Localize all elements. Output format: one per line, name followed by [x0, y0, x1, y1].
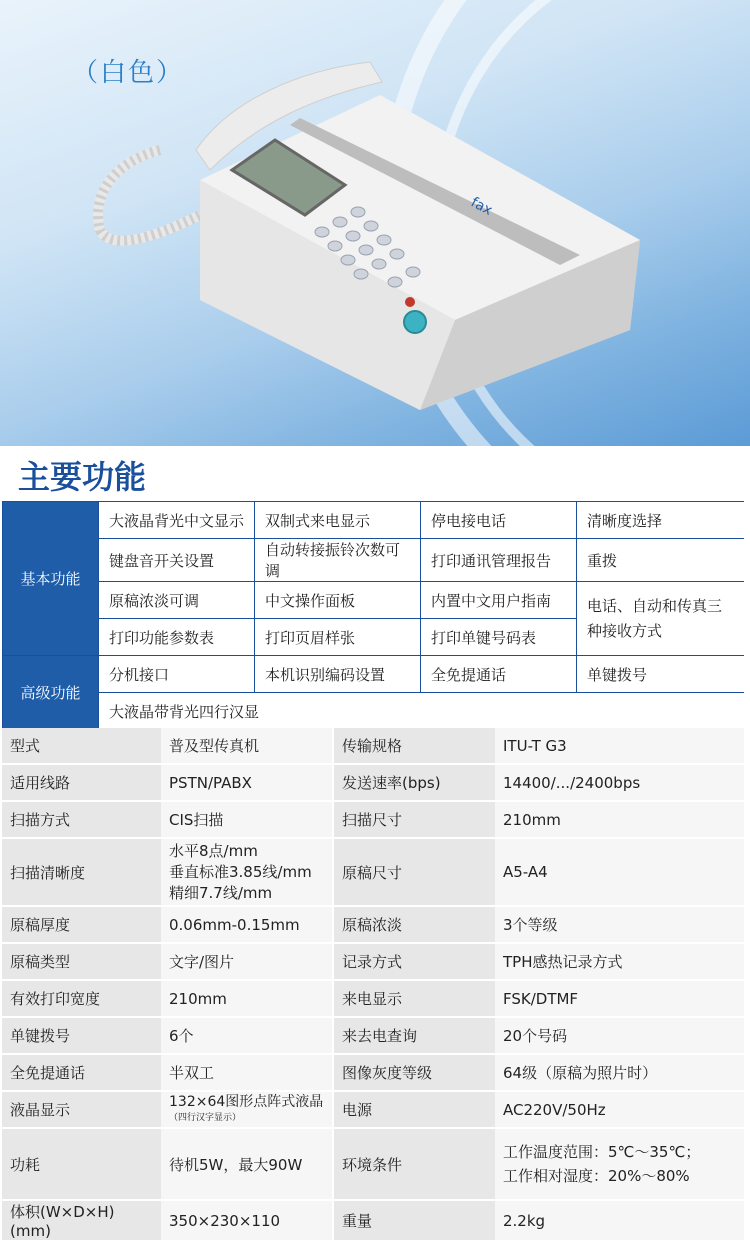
- spec-value-line: 工作相对湿度：20%～80%: [503, 1167, 690, 1185]
- spec-key: 电源: [334, 1092, 495, 1129]
- spec-table: [2, 728, 744, 1242]
- section-title: 主要功能: [18, 458, 147, 496]
- spec-value: 3个等级: [495, 907, 744, 944]
- spec-value: PSTN/PABX: [161, 765, 334, 802]
- function-cell: 内置中文用户指南: [421, 582, 577, 619]
- spec-row: [2, 981, 744, 1018]
- function-cell: 单键拨号: [577, 656, 745, 693]
- spec-key: 原稿厚度: [2, 907, 161, 944]
- spec-value: FSK/DTMF: [495, 981, 744, 1018]
- fax-machine-image: [0, 0, 750, 446]
- spec-value: TPH感热记录方式: [495, 944, 744, 981]
- spec-value: 0.06mm-0.15mm: [161, 907, 334, 944]
- spec-value: CIS扫描: [161, 802, 334, 839]
- spec-value-line: 精细7.7线/mm: [169, 883, 273, 902]
- spec-value: 210mm: [161, 981, 334, 1018]
- spec-value: 文字/图片: [161, 944, 334, 981]
- spec-value: [495, 1129, 744, 1201]
- spec-value: 待机5W，最大90W: [161, 1129, 334, 1201]
- product-hero: [0, 0, 750, 446]
- spec-value: A5-A4: [495, 839, 744, 907]
- spec-row: [2, 839, 744, 907]
- spec-value: [161, 839, 334, 907]
- function-cell: 分机接口: [99, 656, 255, 693]
- spec-value-line: 垂直标准3.85线/mm: [169, 862, 312, 881]
- function-cell: 双制式来电显示: [255, 502, 421, 539]
- spec-row: [2, 765, 744, 802]
- function-cell: 打印单键号码表: [421, 619, 577, 656]
- function-cell: 大液晶带背光四行汉显: [99, 693, 745, 731]
- spec-value: AC220V/50Hz: [495, 1092, 744, 1129]
- function-cell: 本机识别编码设置: [255, 656, 421, 693]
- spec-key: 全免提通话: [2, 1055, 161, 1092]
- spec-key: 记录方式: [334, 944, 495, 981]
- function-cell: 清晰度选择: [577, 502, 745, 539]
- spec-key: 来去电查询: [334, 1018, 495, 1055]
- spec-key: 图像灰度等级: [334, 1055, 495, 1092]
- color-label: （白色）: [72, 58, 185, 88]
- spec-key: 适用线路: [2, 765, 161, 802]
- spec-key: 有效打印宽度: [2, 981, 161, 1018]
- function-cell: 原稿浓淡可调: [99, 582, 255, 619]
- spec-value: 64级（原稿为照片时）: [495, 1055, 744, 1092]
- spec-row: [2, 1092, 744, 1129]
- spec-key: 扫描尺寸: [334, 802, 495, 839]
- spec-value: 210mm: [495, 802, 744, 839]
- function-table: [2, 501, 744, 731]
- spec-value-line: 工作温度范围：5℃～35℃；: [503, 1143, 701, 1161]
- spec-key: 传输规格: [334, 728, 495, 765]
- spec-value: 6个: [161, 1018, 334, 1055]
- spec-key: 发送速率(bps): [334, 765, 495, 802]
- spec-key: 扫描方式: [2, 802, 161, 839]
- function-cell: 键盘音开关设置: [99, 539, 255, 582]
- spec-key: 扫描清晰度: [2, 839, 161, 907]
- spec-row: [2, 728, 744, 765]
- spec-value: 普及型传真机: [161, 728, 334, 765]
- function-cell: 中文操作面板: [255, 582, 421, 619]
- spec-value: 20个号码: [495, 1018, 744, 1055]
- function-cell: 电话、自动和传真三种接收方式: [577, 582, 745, 656]
- spec-key: 环境条件: [334, 1129, 495, 1201]
- spec-value: [161, 1092, 334, 1129]
- spec-key: 功耗: [2, 1129, 161, 1201]
- category-advanced: 高级功能: [3, 656, 99, 731]
- spec-key: 体积(W×D×H)(mm): [2, 1201, 161, 1242]
- spec-row: [2, 944, 744, 981]
- spec-value-line: 132×64图形点阵式液晶: [169, 1093, 324, 1110]
- spec-row: [2, 1055, 744, 1092]
- spec-row: [2, 907, 744, 944]
- spec-row: [2, 802, 744, 839]
- spec-value: ITU-T G3: [495, 728, 744, 765]
- spec-key: 单键拨号: [2, 1018, 161, 1055]
- spec-value: 2.2kg: [495, 1201, 744, 1242]
- spec-row: [2, 1018, 744, 1055]
- spec-key: 液晶显示: [2, 1092, 161, 1129]
- function-cell: 打印功能参数表: [99, 619, 255, 656]
- spec-value: 14400/.../2400bps: [495, 765, 744, 802]
- spec-key: 原稿类型: [2, 944, 161, 981]
- function-cell: 自动转接振铃次数可调: [255, 539, 421, 582]
- category-basic: 基本功能: [3, 502, 99, 656]
- spec-key: 重量: [334, 1201, 495, 1242]
- spec-row: [2, 1129, 744, 1201]
- function-cell: 打印页眉样张: [255, 619, 421, 656]
- function-cell: 大液晶背光中文显示: [99, 502, 255, 539]
- function-cell: 打印通讯管理报告: [421, 539, 577, 582]
- spec-value-line: 水平8点/mm: [169, 841, 258, 860]
- spec-row: [2, 1201, 744, 1242]
- spec-value: 350×230×110: [161, 1201, 334, 1242]
- spec-key: 型式: [2, 728, 161, 765]
- function-cell: 停电接电话: [421, 502, 577, 539]
- spec-key: 来电显示: [334, 981, 495, 1018]
- function-cell: 全免提通话: [421, 656, 577, 693]
- spec-value: 半双工: [161, 1055, 334, 1092]
- brand-logo: fax: [468, 194, 495, 219]
- spec-key: 原稿浓淡: [334, 907, 495, 944]
- function-cell: 重拨: [577, 539, 745, 582]
- spec-key: 原稿尺寸: [334, 839, 495, 907]
- spec-value-note: （四行汉字显示）: [169, 1112, 242, 1123]
